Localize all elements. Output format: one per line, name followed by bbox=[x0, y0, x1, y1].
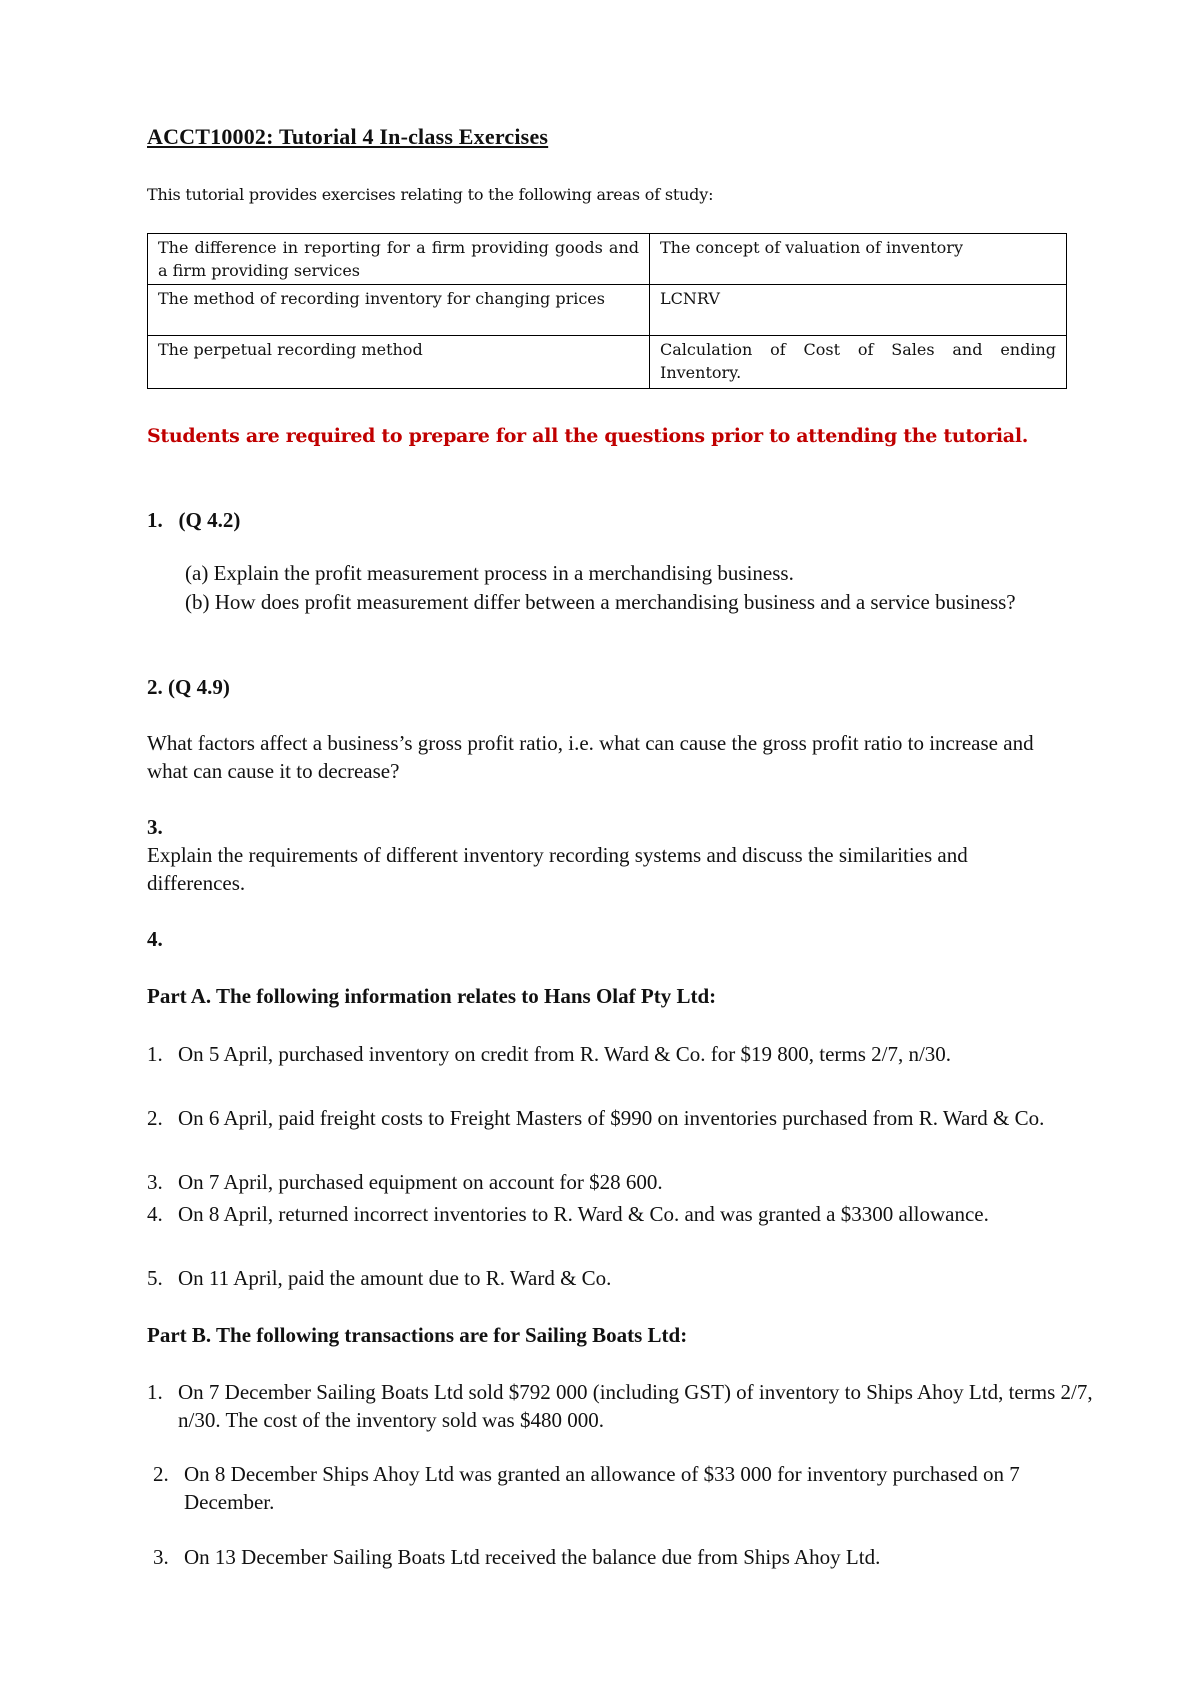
item-text: Explain the profit measurement process in a merchandising business. bbox=[213, 561, 794, 585]
question-2-text: What factors affect a business’s gross profit ratio, i.e. what can cause the gross profit ratio to increase and what can cause it to decrease? bbox=[147, 731, 1034, 783]
item-text: On 7 December Sailing Boats Ltd sold $792 000 (including GST) of inventory to Ships Ahoy Ltd, terms 2/7, n/30. The cost of the inventory sold was $480 000. bbox=[178, 1380, 1093, 1432]
item-text: On 7 April, purchased equipment on account for $28 600. bbox=[178, 1170, 663, 1194]
question-1b bbox=[185, 588, 1053, 616]
question-2-heading: 2. (Q 4.9) bbox=[147, 675, 230, 699]
item-number: 3. bbox=[147, 1170, 163, 1194]
table-row bbox=[148, 285, 1067, 336]
question-number: 1. bbox=[147, 508, 163, 532]
list-item bbox=[147, 1200, 1058, 1228]
question-reference: (Q 4.2) bbox=[178, 508, 241, 532]
item-marker: (b) bbox=[185, 590, 210, 614]
question-3-heading: 3. bbox=[147, 815, 163, 839]
intro-text: This tutorial provides exercises relating to the following areas of study: bbox=[147, 185, 714, 204]
item-number: 2. bbox=[153, 1462, 169, 1486]
question-4-heading: 4. bbox=[147, 927, 163, 951]
item-number: 5. bbox=[147, 1266, 163, 1290]
preparation-notice: Students are required to prepare for all the questions prior to attending the tutorial. bbox=[147, 425, 1029, 447]
item-number: 4. bbox=[147, 1202, 163, 1226]
item-text: On 5 April, purchased inventory on credit from R. Ward & Co. for $19 800, terms 2/7, n/30. bbox=[178, 1042, 952, 1066]
table-cell: The method of recording inventory for changing prices bbox=[148, 285, 650, 336]
question-3-text: Explain the requirements of different inventory recording systems and discuss the similarities and differences. bbox=[147, 843, 968, 895]
item-text: On 8 April, returned incorrect inventories to R. Ward & Co. and was granted a $3300 allowance. bbox=[178, 1202, 989, 1226]
table-cell: LCNRV bbox=[650, 285, 1067, 336]
part-b-heading: Part B. The following transactions are for Sailing Boats Ltd: bbox=[147, 1323, 688, 1347]
table-cell: The perpetual recording method bbox=[148, 336, 650, 389]
question-1-heading bbox=[147, 506, 240, 534]
item-number: 1. bbox=[147, 1042, 163, 1066]
table-row bbox=[148, 234, 1067, 285]
list-item bbox=[147, 1264, 1098, 1292]
table-cell: Calculation of Cost of Sales and ending Inventory. bbox=[650, 336, 1067, 389]
list-item bbox=[147, 1378, 1098, 1434]
item-text: On 6 April, paid freight costs to Freight Masters of $990 on inventories purchased from R. Ward & Co. bbox=[178, 1106, 1045, 1130]
item-number: 3. bbox=[153, 1545, 169, 1569]
item-text: On 8 December Ships Ahoy Ltd was granted an allowance of $33 000 for inventory purchased on 7 December. bbox=[184, 1462, 1020, 1514]
list-item bbox=[147, 1104, 1098, 1132]
item-text: On 13 December Sailing Boats Ltd received the balance due from Ships Ahoy Ltd. bbox=[184, 1545, 881, 1569]
item-text: On 11 April, paid the amount due to R. Ward & Co. bbox=[178, 1266, 612, 1290]
item-marker: (a) bbox=[185, 561, 209, 585]
question-1a bbox=[185, 559, 1093, 587]
part-a-heading: Part A. The following information relates to Hans Olaf Pty Ltd: bbox=[147, 984, 717, 1008]
table-row bbox=[148, 336, 1067, 389]
item-number: 1. bbox=[147, 1380, 163, 1404]
topics-table bbox=[147, 233, 1067, 389]
list-item bbox=[153, 1543, 1098, 1571]
item-text: How does profit measurement differ between a merchandising business and a service business? bbox=[214, 590, 1016, 614]
table-cell: The concept of valuation of inventory bbox=[650, 234, 1067, 285]
list-item bbox=[147, 1168, 1098, 1196]
item-number: 2. bbox=[147, 1106, 163, 1130]
page-title: ACCT10002: Tutorial 4 In-class Exercises bbox=[147, 124, 549, 149]
table-cell: The difference in reporting for a firm providing goods and a firm providing services bbox=[148, 234, 650, 285]
list-item bbox=[147, 1040, 1068, 1068]
list-item bbox=[153, 1460, 1064, 1516]
